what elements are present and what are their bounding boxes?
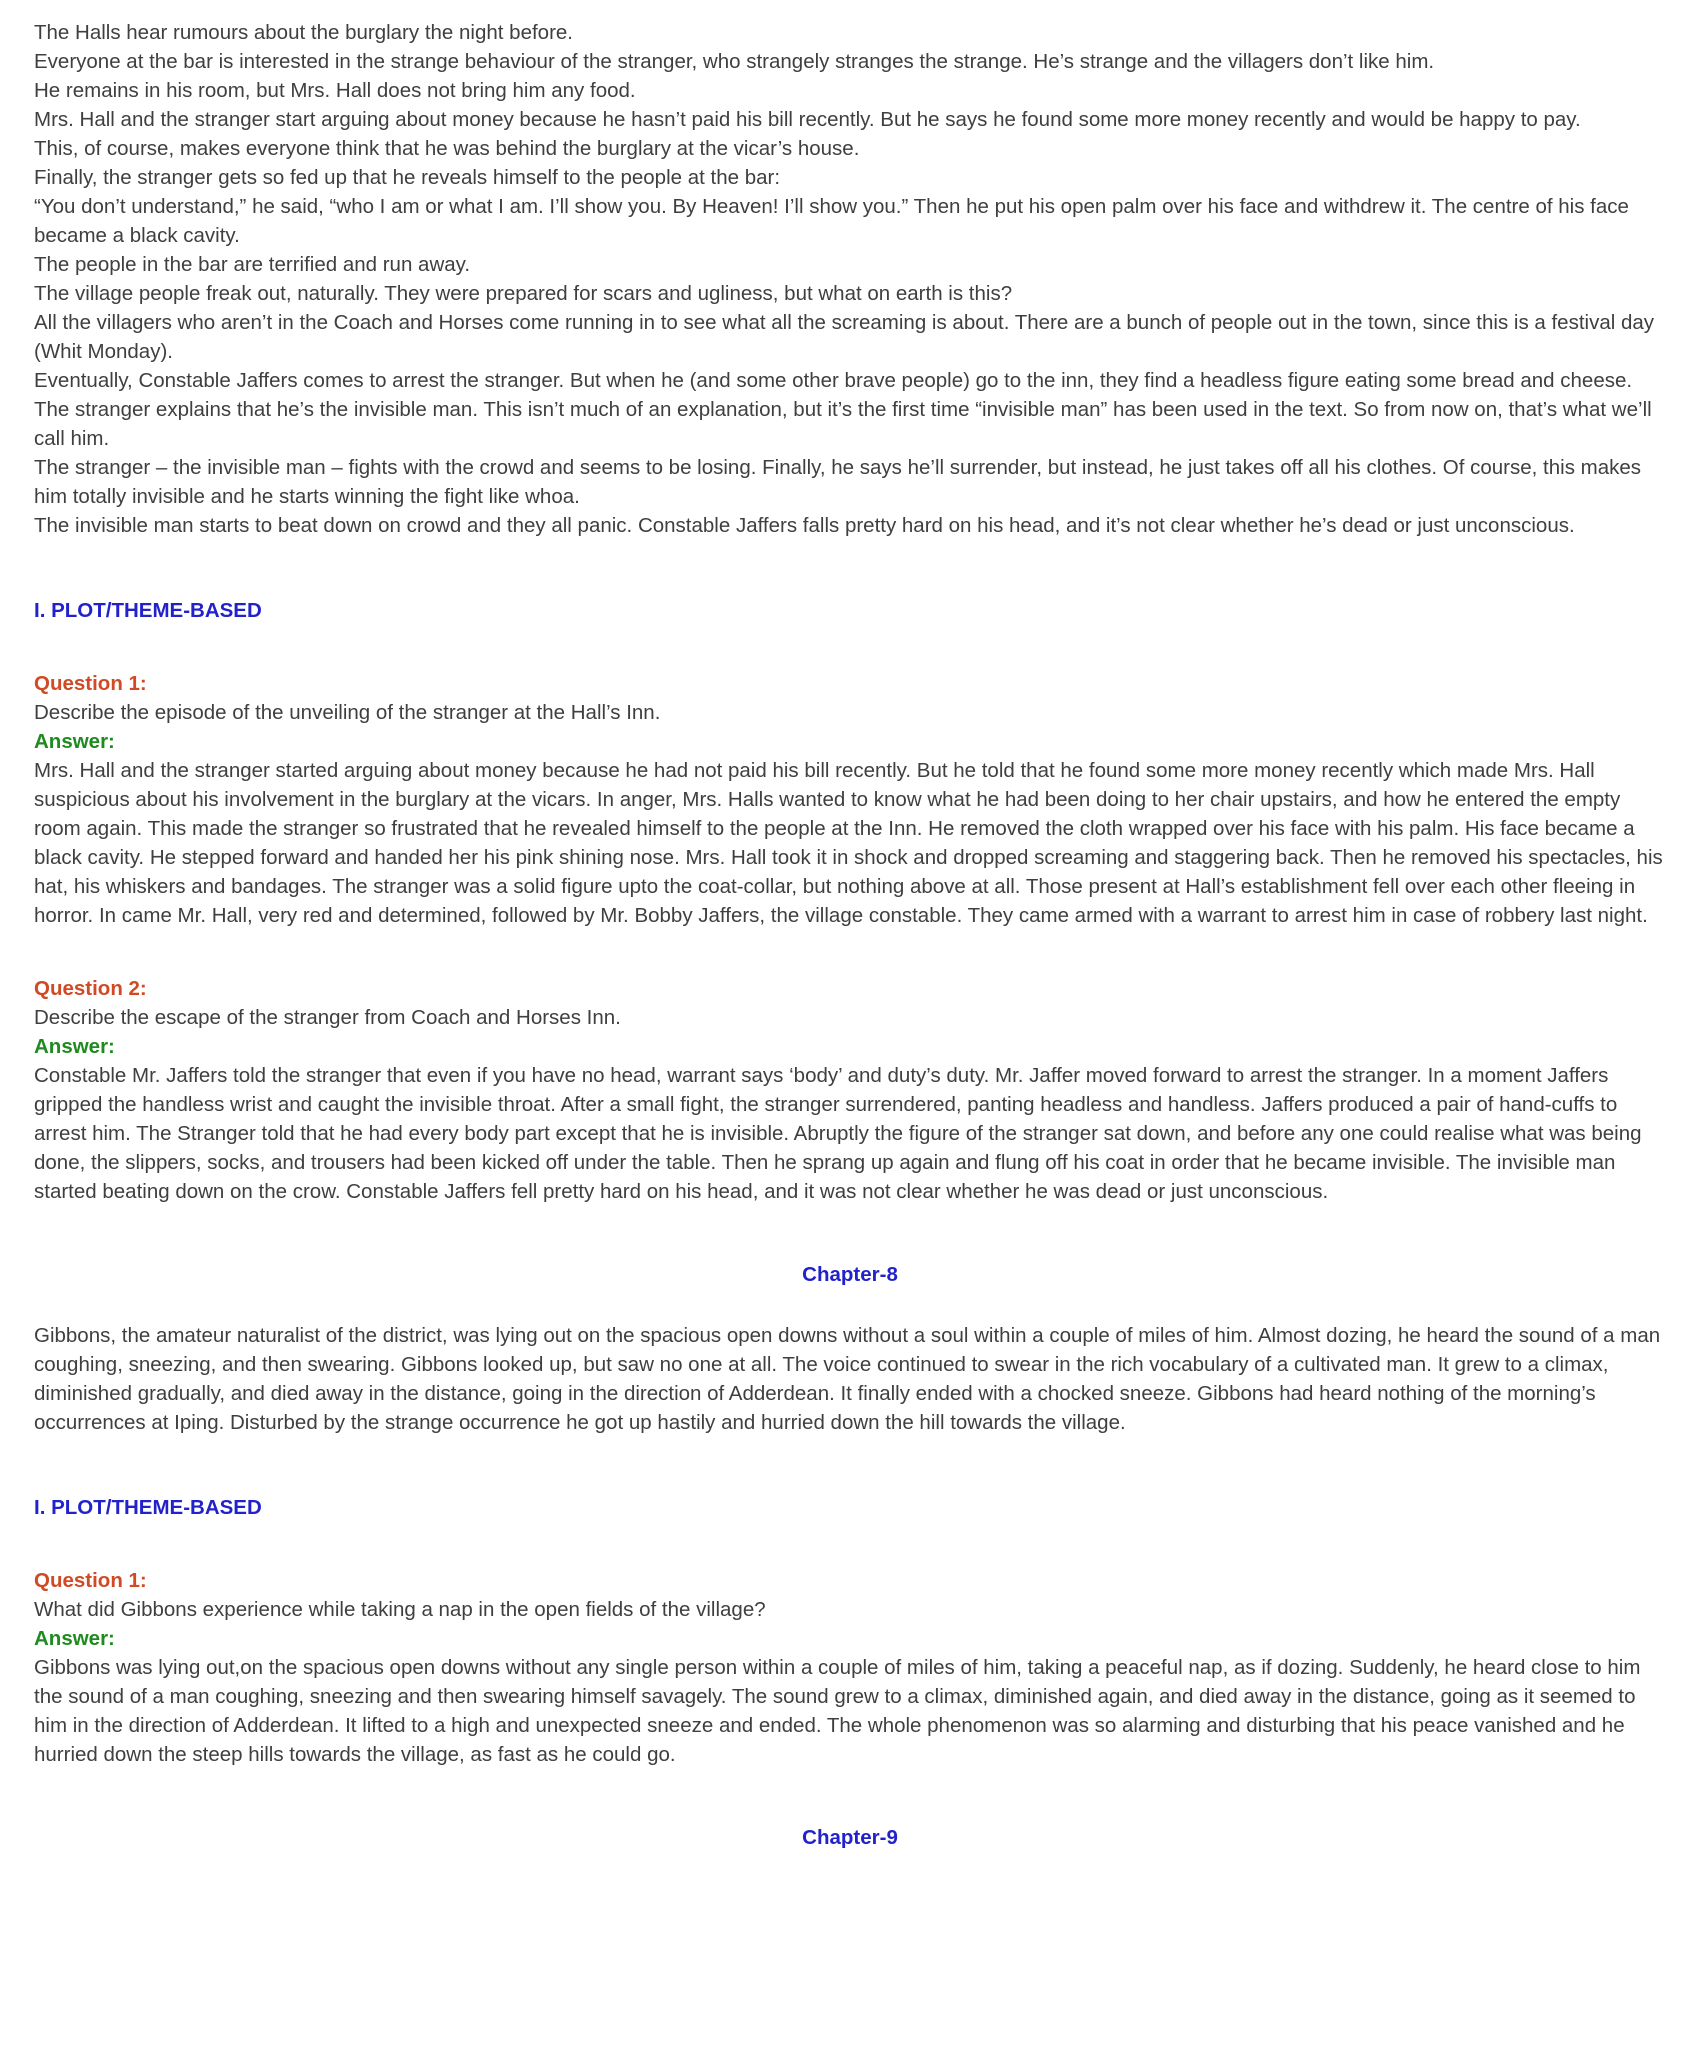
summary-paragraph: Eventually, Constable Jaffers comes to arrest the stranger. But when he (and some other brave people) go to the inn, they find a headless figure eating some bread and cheese. [34,369,1633,392]
summary-paragraph: “You don’t understand,” he said, “who I am or what I am. I’ll show you. By Heaven! I’ll show you.” Then he put his open palm over his face and withdrew it. The centre of his face became a black cavity. [34,195,1629,247]
summary-paragraph: This, of course, makes everyone think that he was behind the burglary at the vicar’s house. [34,137,860,160]
answer-2-text: Constable Mr. Jaffers told the stranger that even if you have no head, warrant says ‘body’ and duty’s duty. Mr. Jaffer moved forward to arrest the stranger. In a moment Jaffers gripped the handless wrist and caught the invisible throat. After a small fight, the stranger surrendered, panting headless and handless. Jaffers produced a pair of hand-cuffs to arrest him. The Stranger told that he had every body part except that he is invisible. Abruptly the figure of the stranger sat down, and before any one could realise what was being done, the slippers, socks, and trousers had been kicked off under the table. Then he sprang up again and flung off his coat in order that he became invisible. The invisible man started beating down on the crow. Constable Jaffers fell pretty hard on his head, and it was not clear whether he was dead or just unconscious. [34,1064,1642,1203]
question-1-text: Describe the episode of the unveiling of the stranger at the Hall’s Inn. [34,701,661,724]
summary-paragraph: He remains in his room, but Mrs. Hall does not bring him any food. [34,79,636,102]
chapter-9-heading: Chapter-9 [802,1826,898,1849]
question-1b-text: What did Gibbons experience while taking a nap in the open fields of the village? [34,1598,766,1621]
summary-paragraph: The village people freak out, naturally. They were prepared for scars and ugliness, but what on earth is this? [34,282,1013,305]
summary-paragraph: All the villagers who aren’t in the Coach and Horses come running in to see what all the screaming is about. There are a bunch of people out in the town, since this is a festival day (Whit Monday). [34,311,1655,363]
summary-paragraph: The Halls hear rumours about the burglary the night before. [34,21,573,44]
answer-1b-label: Answer: [34,1627,115,1650]
chapter-8-paragraph: Gibbons, the amateur naturalist of the district, was lying out on the spacious open downs without a soul within a couple of miles of him. Almost dozing, he heard the sound of a man coughing, sneezing, and then swearing. Gibbons looked up, but saw no one at all. The voice continued to swear in the rich vocabulary of a cultivated man. It grew to a climax, diminished gradually, and died away in the distance, going in the direction of Adderdean. It finally ended with a chocked sneeze. Gibbons had heard nothing of the morning’s occurrences at Iping. Disturbed by the strange occurrence he got up hastily and hurried down the hill towards the village. [34,1324,1661,1434]
question-2-label: Question 2: [34,977,147,1000]
chapter-8-heading: Chapter-8 [802,1263,898,1286]
summary-paragraph: The invisible man starts to beat down on crowd and they all panic. Constable Jaffers falls pretty hard on his head, and it’s not clear whether he’s dead or just unconscious. [34,514,1575,537]
summary-paragraph: The people in the bar are terrified and run away. [34,253,471,276]
summary-paragraph: Mrs. Hall and the stranger start arguing about money because he hasn’t paid his bill recently. But he says he found some more money recently and would be happy to pay. [34,108,1581,131]
answer-1b-text: Gibbons was lying out,on the spacious open downs without any single person within a couple of miles of him, taking a peaceful nap, as if dozing. Suddenly, he heard close to him the sound of a man coughing, sneezing and then swearing himself savagely. The sound grew to a climax, diminished again, and died away in the distance, going as it seemed to him in the direction of Adderdean. It lifted to a high and unexpected sneeze and ended. The whole phenomenon was so alarming and disturbing that his peace vanished and he hurried down the steep hills towards the village, as fast as he could go. [34,1656,1641,1766]
answer-1-label: Answer: [34,730,115,753]
section-heading-plot-theme-based-1: I. PLOT/THEME-BASED [34,599,262,622]
summary-paragraph: The stranger explains that he’s the invisible man. This isn’t much of an explanation, but it’s the first time “invisible man” has been used in the text. So from now on, that’s what we’ll call him. [34,398,1652,450]
question-1b-label: Question 1: [34,1569,147,1592]
answer-1-text: Mrs. Hall and the stranger started arguing about money because he had not paid his bill recently. But he told that he found some more money recently which made Mrs. Hall suspicious about his involvement in the burglary at the vicars. In anger, Mrs. Halls wanted to know what he had been doing to her chair upstairs, and how he entered the empty room again. This made the stranger so frustrated that he revealed himself to the people at the Inn. He removed the cloth wrapped over his face with his palm. His face became a black cavity. He stepped forward and handed her his pink shining nose. Mrs. Hall took it in shock and dropped screaming and staggering back. Then he removed his spectacles, his hat, his whiskers and bandages. The stranger was a solid figure upto the coat-collar, but nothing above at all. Those present at Hall’s establishment fell over each other fleeing in horror. In came Mr. Hall, very red and determined, followed by Mr. Bobby Jaffers, the village constable. They came armed with a warrant to arrest him in case of robbery last night. [34,759,1663,927]
question-1-label: Question 1: [34,672,147,695]
summary-paragraph: Everyone at the bar is interested in the strange behaviour of the stranger, who strangely stranges the strange. He’s strange and the villagers don’t like him. [34,50,1435,73]
summary-paragraph: Finally, the stranger gets so fed up that he reveals himself to the people at the bar: [34,166,781,189]
question-2-text: Describe the escape of the stranger from Coach and Horses Inn. [34,1006,621,1029]
section-heading-plot-theme-based-2: I. PLOT/THEME-BASED [34,1496,262,1519]
answer-2-label: Answer: [34,1035,115,1058]
summary-paragraph: The stranger – the invisible man – fights with the crowd and seems to be losing. Finally, he says he’ll surrender, but instead, he just takes off all his clothes. Of course, this makes him totally invisible and he starts winning the fight like whoa. [34,456,1642,508]
